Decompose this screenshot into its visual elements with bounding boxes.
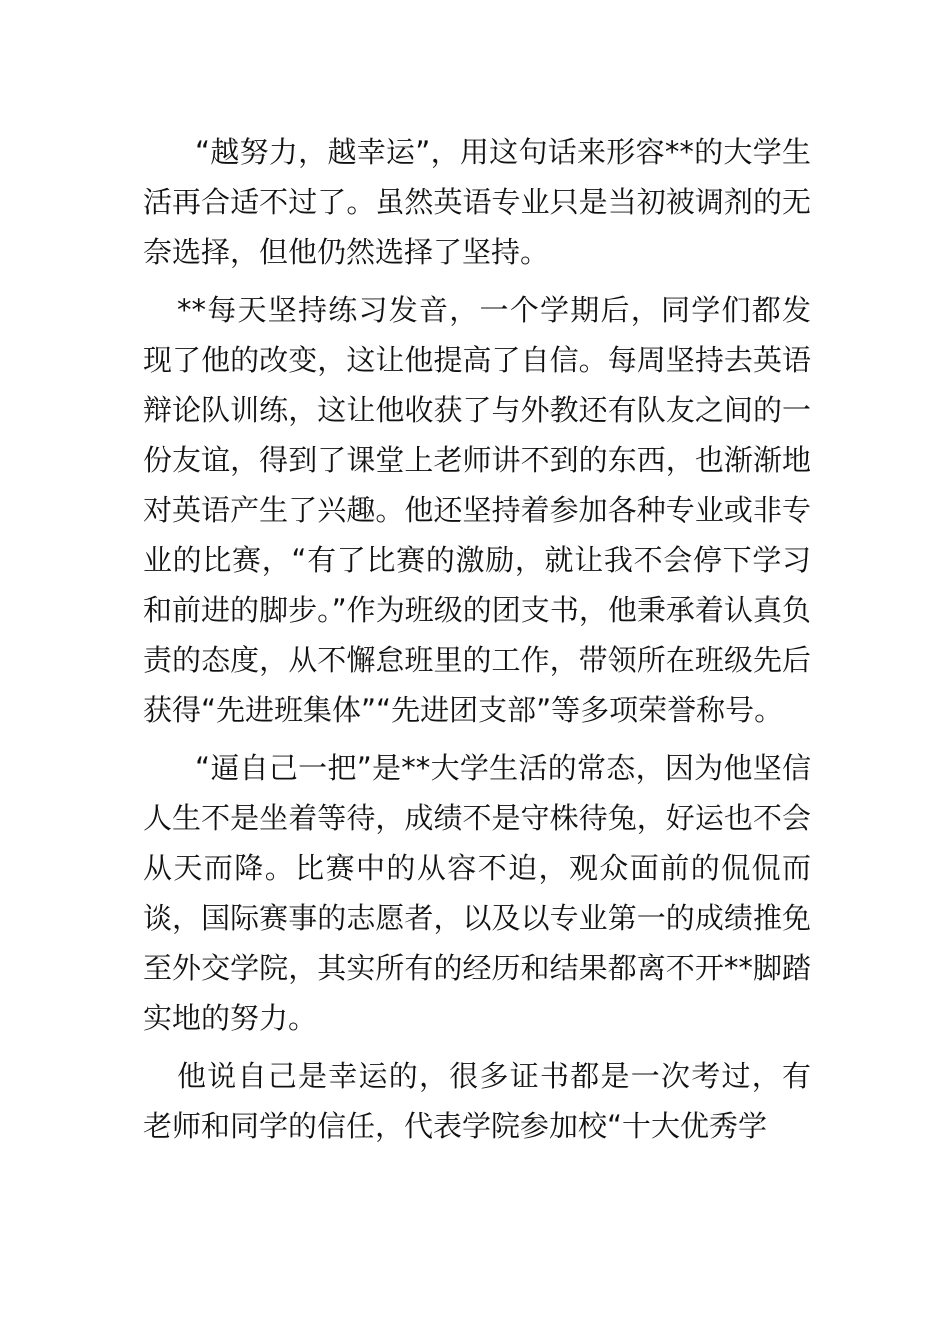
document-body [143, 127, 811, 1159]
paragraph-2: **每天坚持练习发音，一个学期后，同学们都发现了他的改变，这让他提高了自信。每周坚持去英语辩论队训练，这让他收获了与外教还有队友之间的一份友谊，得到了课堂上老师讲不到的东西，也渐渐地对英语产生了兴趣。他还坚持着参加各种专业或非专业的比赛，“有了比赛的激励，就让我不会停下学习和前进的脚步。”作为班级的团支书，他秉承着认真负责的态度，从不懈怠班里的工作，带领所在班级先后获得“先进班集体”“先进团支部”等多项荣誉称号。 [143, 293, 811, 727]
paragraph-1: “越努力，越幸运”，用这句话来形容**的大学生活再合适不过了。虽然英语专业只是当初被调剂的无奈选择，但他仍然选择了坚持。 [143, 135, 811, 269]
paragraph-3: “逼自己一把”是**大学生活的常态，因为他坚信人生不是坐着等待，成绩不是守株待兔，好运也不会从天而降。比赛中的从容不迫，观众面前的侃侃而谈，国际赛事的志愿者，以及以专业第一的成绩推免至外交学院，其实所有的经历和结果都离不开**脚踏实地的努力。 [143, 751, 811, 1035]
paragraph-4: 他说自己是幸运的，很多证书都是一次考过，有老师和同学的信任，代表学院参加校“十大优秀学 [143, 1059, 811, 1143]
